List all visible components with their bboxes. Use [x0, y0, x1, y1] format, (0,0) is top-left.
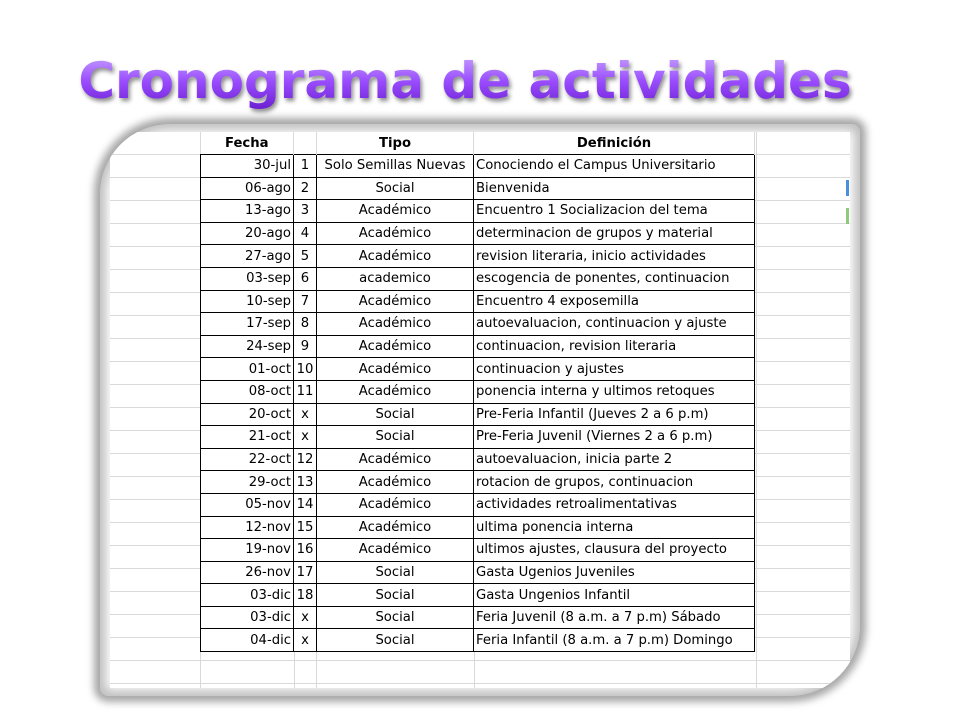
- table-row[interactable]: [201, 516, 755, 539]
- definition-cell[interactable]: Feria Juvenil (8 a.m. a 7 p.m) Sábado: [474, 606, 755, 629]
- type-cell[interactable]: Académico: [317, 222, 474, 245]
- date-cell[interactable]: 03-dic: [201, 584, 294, 607]
- definition-cell[interactable]: Pre-Feria Juvenil (Viernes 2 a 6 p.m): [474, 426, 755, 449]
- number-cell[interactable]: 17: [294, 561, 317, 584]
- table-row[interactable]: [201, 539, 755, 562]
- date-cell[interactable]: 20-ago: [201, 222, 294, 245]
- type-cell[interactable]: Académico: [317, 358, 474, 381]
- schedule-table: [200, 132, 755, 652]
- number-cell[interactable]: 8: [294, 313, 317, 336]
- definition-cell[interactable]: Encuentro 4 exposemilla: [474, 290, 755, 313]
- number-cell[interactable]: 18: [294, 584, 317, 607]
- definition-cell[interactable]: Gasta Ugenios Juveniles: [474, 561, 755, 584]
- date-cell[interactable]: 04-dic: [201, 629, 294, 652]
- date-cell[interactable]: 05-nov: [201, 493, 294, 516]
- table-row[interactable]: [201, 245, 755, 268]
- type-cell[interactable]: Académico: [317, 380, 474, 403]
- date-cell[interactable]: 12-nov: [201, 516, 294, 539]
- table-row[interactable]: [201, 561, 755, 584]
- number-cell[interactable]: 2: [294, 177, 317, 200]
- definition-cell[interactable]: revision literaria, inicio actividades: [474, 245, 755, 268]
- date-cell[interactable]: 21-oct: [201, 426, 294, 449]
- table-row[interactable]: [201, 380, 755, 403]
- date-cell[interactable]: 10-sep: [201, 290, 294, 313]
- table-row[interactable]: [201, 606, 755, 629]
- number-cell[interactable]: x: [294, 403, 317, 426]
- definition-cell[interactable]: rotacion de grupos, continuacion: [474, 471, 755, 494]
- type-cell[interactable]: Social: [317, 561, 474, 584]
- definition-cell[interactable]: autoevaluacion, continuacion y ajuste: [474, 313, 755, 336]
- date-cell[interactable]: 17-sep: [201, 313, 294, 336]
- table-row[interactable]: [201, 313, 755, 336]
- date-cell[interactable]: 29-oct: [201, 471, 294, 494]
- number-cell[interactable]: 10: [294, 358, 317, 381]
- type-cell[interactable]: Social: [317, 606, 474, 629]
- type-cell[interactable]: Académico: [317, 245, 474, 268]
- definition-cell[interactable]: autoevaluacion, inicia parte 2: [474, 448, 755, 471]
- type-cell[interactable]: Académico: [317, 493, 474, 516]
- number-cell[interactable]: x: [294, 426, 317, 449]
- definition-cell[interactable]: ponencia interna y ultimos retoques: [474, 380, 755, 403]
- table-row[interactable]: [201, 584, 755, 607]
- number-cell[interactable]: 4: [294, 222, 317, 245]
- type-cell[interactable]: Académico: [317, 200, 474, 223]
- table-row[interactable]: [201, 177, 755, 200]
- scroll-indicator-green: [846, 208, 849, 224]
- number-cell[interactable]: 14: [294, 493, 317, 516]
- definition-cell[interactable]: ultimos ajustes, clausura del proyecto: [474, 539, 755, 562]
- type-cell[interactable]: Académico: [317, 290, 474, 313]
- number-cell[interactable]: 12: [294, 448, 317, 471]
- table-row[interactable]: [201, 335, 755, 358]
- number-cell[interactable]: 9: [294, 335, 317, 358]
- column-header-fecha: Fecha: [201, 132, 294, 155]
- schedule-rows: [201, 155, 755, 652]
- date-cell[interactable]: 03-dic: [201, 606, 294, 629]
- type-cell[interactable]: Académico: [317, 313, 474, 336]
- table-row[interactable]: [201, 222, 755, 245]
- type-cell[interactable]: Social: [317, 403, 474, 426]
- table-row[interactable]: [201, 629, 755, 652]
- column-header-num: [294, 132, 317, 155]
- definition-cell[interactable]: Encuentro 1 Socializacion del tema: [474, 200, 755, 223]
- date-cell[interactable]: 24-sep: [201, 335, 294, 358]
- type-cell[interactable]: Académico: [317, 335, 474, 358]
- type-cell[interactable]: Social: [317, 177, 474, 200]
- number-cell[interactable]: 1: [294, 155, 317, 178]
- definition-cell[interactable]: Pre-Feria Infantil (Jueves 2 a 6 p.m): [474, 403, 755, 426]
- definition-cell[interactable]: continuacion y ajustes: [474, 358, 755, 381]
- header-row: [201, 132, 755, 155]
- type-cell[interactable]: academico: [317, 267, 474, 290]
- type-cell[interactable]: Social: [317, 629, 474, 652]
- definition-cell[interactable]: escogencia de ponentes, continuacion: [474, 267, 755, 290]
- column-header-tipo: Tipo: [317, 132, 474, 155]
- definition-cell[interactable]: Gasta Ungenios Infantil: [474, 584, 755, 607]
- table-row[interactable]: [201, 403, 755, 426]
- type-cell[interactable]: Académico: [317, 471, 474, 494]
- number-cell[interactable]: 5: [294, 245, 317, 268]
- table-row[interactable]: [201, 290, 755, 313]
- date-cell[interactable]: 01-oct: [201, 358, 294, 381]
- number-cell[interactable]: 16: [294, 539, 317, 562]
- number-cell[interactable]: 3: [294, 200, 317, 223]
- definition-cell[interactable]: determinacion de grupos y material: [474, 222, 755, 245]
- table-row[interactable]: [201, 200, 755, 223]
- table-row[interactable]: [201, 426, 755, 449]
- table-row[interactable]: [201, 358, 755, 381]
- date-cell[interactable]: 03-sep: [201, 267, 294, 290]
- number-cell[interactable]: x: [294, 606, 317, 629]
- table-row[interactable]: [201, 155, 755, 178]
- page-title: Cronograma de actividades: [0, 52, 930, 110]
- date-cell[interactable]: 13-ago: [201, 200, 294, 223]
- date-cell[interactable]: 26-nov: [201, 561, 294, 584]
- number-cell[interactable]: 15: [294, 516, 317, 539]
- table-row[interactable]: [201, 471, 755, 494]
- definition-cell[interactable]: Bienvenida: [474, 177, 755, 200]
- spreadsheet-frame: [100, 124, 860, 696]
- number-cell[interactable]: 11: [294, 380, 317, 403]
- date-cell[interactable]: 27-ago: [201, 245, 294, 268]
- date-cell[interactable]: 30-jul: [201, 155, 294, 178]
- type-cell[interactable]: Académico: [317, 539, 474, 562]
- definition-cell[interactable]: Conociendo el Campus Universitario: [474, 155, 755, 178]
- type-cell[interactable]: Académico: [317, 516, 474, 539]
- date-cell[interactable]: 08-oct: [201, 380, 294, 403]
- number-cell[interactable]: 13: [294, 471, 317, 494]
- definition-cell[interactable]: continuacion, revision literaria: [474, 335, 755, 358]
- type-cell[interactable]: Solo Semillas Nuevas: [317, 155, 474, 178]
- date-cell[interactable]: 20-oct: [201, 403, 294, 426]
- definition-cell[interactable]: actividades retroalimentativas: [474, 493, 755, 516]
- column-header-definicion: Definición: [474, 132, 755, 155]
- table-row[interactable]: [201, 448, 755, 471]
- number-cell[interactable]: x: [294, 629, 317, 652]
- type-cell[interactable]: Social: [317, 584, 474, 607]
- number-cell[interactable]: 7: [294, 290, 317, 313]
- date-cell[interactable]: 19-nov: [201, 539, 294, 562]
- type-cell[interactable]: Académico: [317, 448, 474, 471]
- table-row[interactable]: [201, 267, 755, 290]
- definition-cell[interactable]: Feria Infantil (8 a.m. a 7 p.m) Domingo: [474, 629, 755, 652]
- scroll-indicator: [846, 180, 849, 196]
- number-cell[interactable]: 6: [294, 267, 317, 290]
- date-cell[interactable]: 06-ago: [201, 177, 294, 200]
- table-row[interactable]: [201, 493, 755, 516]
- definition-cell[interactable]: ultima ponencia interna: [474, 516, 755, 539]
- date-cell[interactable]: 22-oct: [201, 448, 294, 471]
- type-cell[interactable]: Social: [317, 426, 474, 449]
